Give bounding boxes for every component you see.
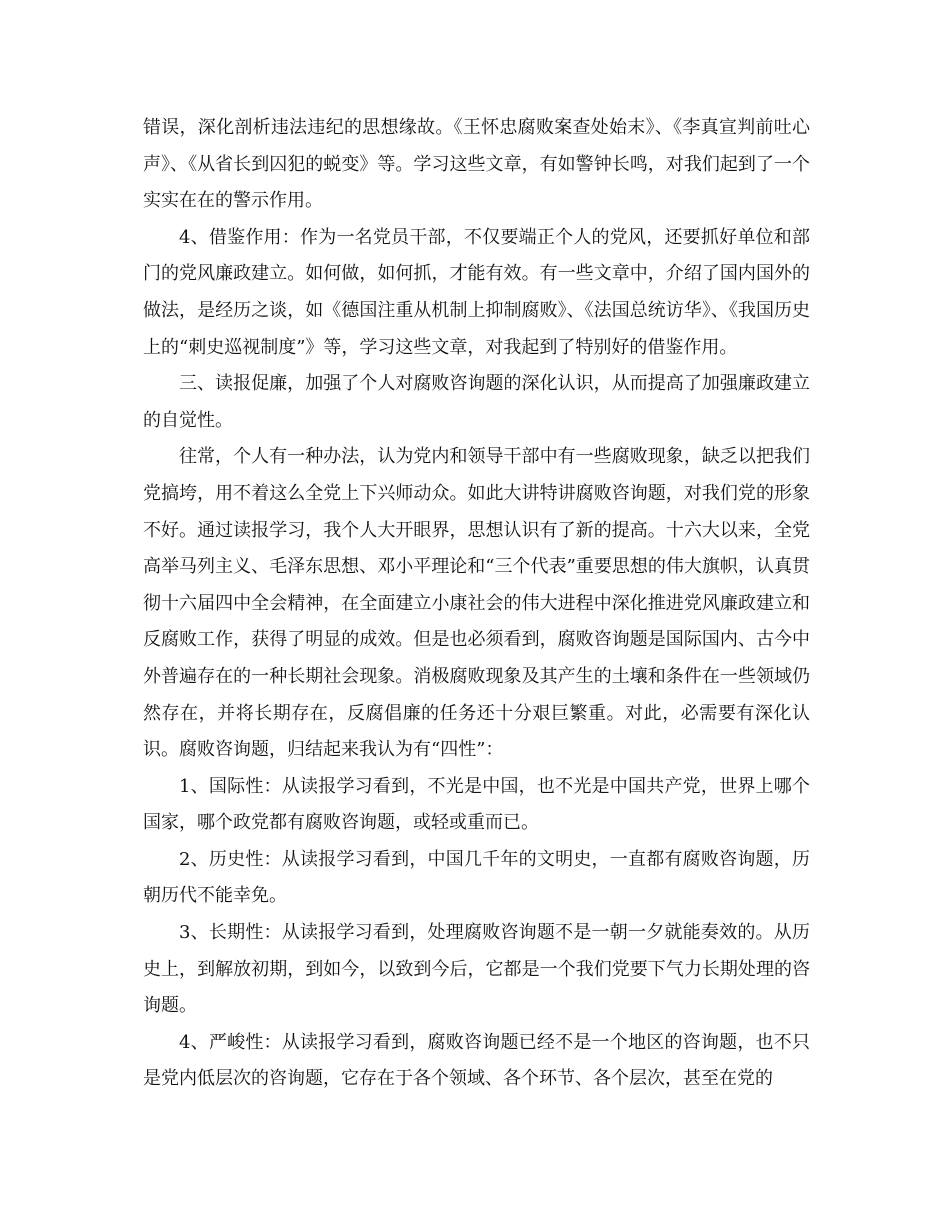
paragraph-reference-role: 4、借鉴作用：作为一名党员干部，不仅要端正个人的党风，还要抓好单位和部门的党风廉政建立。如何做，如何抓，才能有效。有一些文章中，介绍了国内国外的做法，是经历之谈，如《德国注重从机制上抑制腐败》、《法国总统访华》、《我国历史上的“刺史巡视制度”》等，学习这些文章，对我起到了特别好的借鉴作用。 [143,226,810,358]
paragraph-internationality: 1、国际性：从读报学习看到，不光是中国，也不光是中国共产党，世界上哪个国家，哪个政党都有腐败咨询题，或轻或重而已。 [143,775,810,834]
paragraph-long-term: 3、长期性：从读报学习看到，处理腐败咨询题不是一朝一夕就能奏效的。从历史上，到解放初期，到如今，以致到今后，它都是一个我们党要下气力长期处理的咨询题。 [143,922,810,1017]
paragraph-continuation: 错误，深化剖析违法违纪的思想缘故。《王怀忠腐败案查处始末》、《李真宣判前吐心声》、《从省长到囚犯的蜕变》等。学习这些文章，有如警钟长鸣，对我们起到了一个实实在在的警示作用。 [143,117,810,212]
paragraph-section-three-heading: 三、读报促廉，加强了个人对腐败咨询题的深化认识，从而提高了加强廉政建立的自觉性。 [143,373,810,431]
paragraph-severity: 4、严峻性：从读报学习看到，腐败咨询题已经不是一个地区的咨询题，也不只是党内低层次的咨询题，它存在于各个领域、各个环节、各个层次，甚至在党的 [143,1031,810,1090]
body-text [143,110,810,1098]
paragraph-historicity: 2、历史性：从读报学习看到，中国几千年的文明史，一直都有腐败咨询题，历朝历代不能幸免。 [143,848,810,907]
paragraph-past-view: 往常，个人有一种办法，认为党内和领导干部中有一些腐败现象，缺乏以把我们党搞垮，用不着这么全党上下兴师动众。如此大讲特讲腐败咨询题，对我们党的形象不好。通过读报学习，我个人大开眼界，思想认识有了新的提高。十六大以来，全党高举马列主义、毛泽东思想、邓小平理论和“三个代表”重要思想的伟大旗帜，认真贯彻十六届四中全会精神，在全面建立小康社会的伟大进程中深化推进党风廉政建立和反腐败工作，获得了明显的成效。但是也必须看到，腐败咨询题是国际国内、古今中外普遍存在的一种长期社会现象。消极腐败现象及其产生的土壤和条件在一些领域仍然存在，并将长期存在，反腐倡廉的任务还十分艰巨繁重。对此，必需要有深化认识。腐败咨询题，归结起来我认为有“四性”： [143,446,810,761]
